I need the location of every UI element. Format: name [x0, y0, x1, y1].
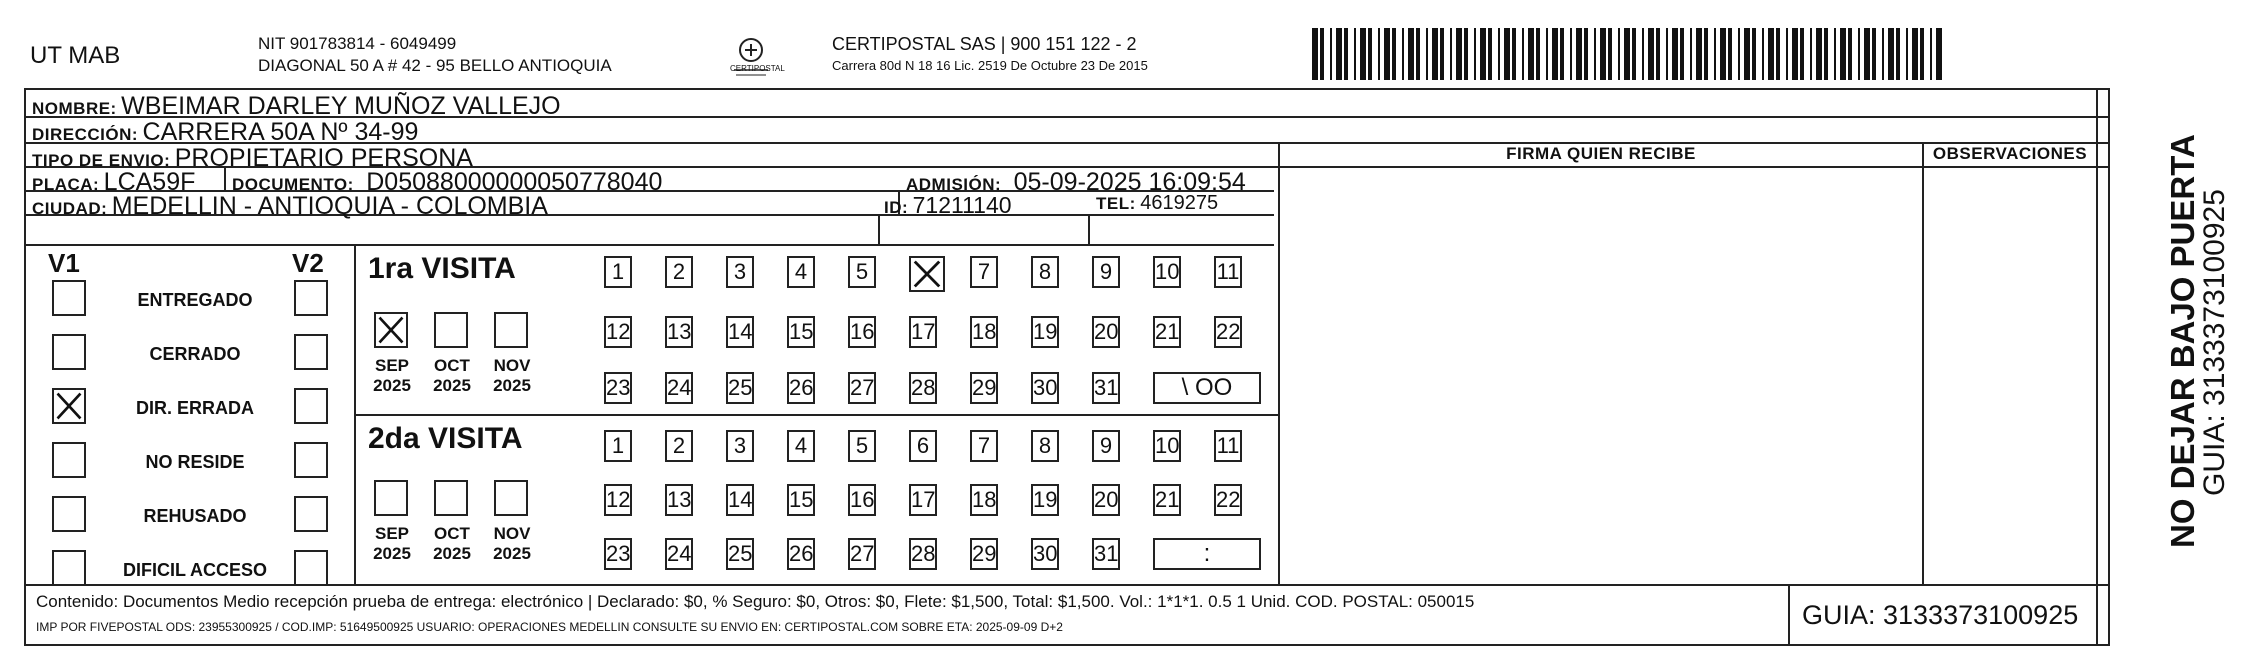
day-box[interactable]: 24 — [665, 372, 693, 404]
id-value: 71211140 — [912, 192, 1012, 218]
ciudad-row — [32, 192, 548, 221]
month-label: OCT 2025 — [433, 356, 471, 395]
id-label: ID: — [884, 198, 909, 217]
day-box[interactable]: 19 — [1031, 316, 1059, 348]
status-label: ENTREGADO — [137, 290, 253, 310]
v1-checkbox[interactable] — [52, 334, 86, 370]
direccion-row — [32, 118, 418, 147]
status-label: NO RESIDE — [145, 452, 245, 472]
day-box[interactable]: 31 — [1092, 372, 1120, 404]
day-box[interactable]: 22 — [1214, 484, 1242, 516]
day-box[interactable]: 21 — [1153, 316, 1181, 348]
day-box[interactable]: 25 — [726, 372, 754, 404]
status-label: DIFICIL ACCESO — [122, 560, 267, 580]
month-checkbox[interactable] — [434, 480, 468, 516]
month-label: NOV 2025 — [493, 524, 531, 563]
v2-checkbox[interactable] — [294, 388, 328, 424]
status-label: CERRADO — [149, 344, 241, 364]
day-box[interactable]: 26 — [787, 372, 815, 404]
footer-contenido: Contenido: Documentos Medio recepción prueba de entrega: electrónico | Declarado: $0, % Seguro: $0, Otros: $0, Flete: $1,500, Total: $1,500. Vol.: 1*1*1. 0.5 1 Unid. COD. POSTAL: 050015 — [36, 592, 1475, 611]
day-box[interactable]: 14 — [726, 484, 754, 516]
day-box[interactable]: 22 — [1214, 316, 1242, 348]
day-box[interactable]: 12 — [604, 484, 632, 516]
v1-checkbox[interactable] — [52, 550, 86, 586]
certipostal-title: CERTIPOSTAL SAS | 900 151 122 - 2 — [832, 34, 1137, 54]
tipo-label: TIPO DE ENVIO: — [32, 151, 171, 170]
certipostal-logo-text: CERTIPOSTAL — [730, 64, 785, 73]
documento-label: DOCUMENTO: — [232, 175, 354, 194]
first-visit-title: 1ra VISITA — [368, 252, 516, 285]
nombre-label: NOMBRE: — [32, 99, 117, 118]
day-box[interactable]: 4 — [787, 430, 815, 462]
day-box[interactable]: 7 — [970, 430, 998, 462]
day-box[interactable]: 9 — [1092, 256, 1120, 288]
ciudad-value: MEDELLIN - ANTIOQUIA - COLOMBIA — [111, 192, 548, 220]
month-label: NOV 2025 — [493, 356, 531, 395]
time-box[interactable]: \ OO — [1153, 372, 1261, 404]
v2-checkbox[interactable] — [294, 280, 328, 316]
day-box[interactable]: 11 — [1214, 430, 1242, 462]
month-checkbox[interactable] — [374, 480, 408, 516]
day-box[interactable]: 19 — [1031, 484, 1059, 516]
v2-checkbox[interactable] — [294, 496, 328, 532]
v1-checkbox[interactable] — [52, 496, 86, 532]
day-box[interactable]: 7 — [970, 256, 998, 288]
placa-label: PLACA: — [32, 175, 100, 194]
month-checkbox[interactable] — [494, 480, 528, 516]
day-box[interactable]: 15 — [787, 484, 815, 516]
certipostal-logo-icon — [728, 34, 774, 80]
v1-checkbox[interactable] — [52, 442, 86, 478]
day-box[interactable]: 29 — [970, 538, 998, 570]
day-box[interactable]: 12 — [604, 316, 632, 348]
day-box[interactable]: 13 — [665, 484, 693, 516]
documento-value: D05088000000050778040 — [366, 168, 663, 196]
day-box[interactable]: 30 — [1031, 372, 1059, 404]
day-box[interactable]: 27 — [848, 372, 876, 404]
month-checkbox[interactable] — [374, 312, 408, 348]
day-box[interactable]: 1 — [604, 256, 632, 288]
day-box[interactable]: 3 — [726, 430, 754, 462]
side-guia: GUIA: 3133373100925 — [2198, 189, 2231, 496]
day-box[interactable]: 30 — [1031, 538, 1059, 570]
day-box[interactable]: 1 — [604, 430, 632, 462]
placa-value: LCA59F — [103, 168, 196, 196]
observaciones-header: OBSERVACIONES — [1932, 144, 2088, 163]
company-name: UT MAB — [30, 42, 121, 69]
v2-checkbox[interactable] — [294, 550, 328, 586]
status-label: REHUSADO — [143, 506, 247, 526]
day-box[interactable]: 14 — [726, 316, 754, 348]
tel-row — [1096, 192, 1218, 215]
v1-checkbox[interactable] — [52, 388, 86, 424]
day-box[interactable]: 15 — [787, 316, 815, 348]
day-box[interactable]: 16 — [848, 316, 876, 348]
admision-value: 05-09-2025 16:09:54 — [1013, 168, 1246, 196]
day-box[interactable]: 8 — [1031, 256, 1059, 288]
direccion-value: CARRERA 50A Nº 34-99 — [142, 118, 419, 146]
side-warning: NO DEJAR BAJO PUERTA — [2164, 134, 2201, 548]
day-box[interactable]: 17 — [909, 484, 937, 516]
barcode — [1312, 28, 1948, 80]
tipo-value: PROPIETARIO PERSONA — [174, 144, 473, 172]
day-box[interactable]: 20 — [1092, 316, 1120, 348]
company-address: DIAGONAL 50 A # 42 - 95 BELLO ANTIOQUIA — [258, 56, 612, 75]
certipostal-subtitle: Carrera 80d N 18 16 Lic. 2519 De Octubre 23 De 2015 — [832, 58, 1148, 73]
day-box[interactable]: 13 — [665, 316, 693, 348]
day-box[interactable]: 18 — [970, 484, 998, 516]
day-box[interactable]: 21 — [1153, 484, 1181, 516]
status-label: DIR. ERRADA — [135, 398, 254, 418]
day-box[interactable]: 28 — [909, 372, 937, 404]
day-box[interactable]: 4 — [787, 256, 815, 288]
day-box[interactable] — [909, 256, 945, 292]
month-checkbox[interactable] — [494, 312, 528, 348]
day-box[interactable]: 9 — [1092, 430, 1120, 462]
v2-checkbox[interactable] — [294, 334, 328, 370]
day-box[interactable]: 25 — [726, 538, 754, 570]
id-row — [884, 192, 1012, 219]
day-box[interactable]: 10 — [1153, 430, 1181, 462]
day-box[interactable]: 6 — [909, 430, 937, 462]
company-nit: NIT 901783814 - 6049499 — [258, 34, 457, 53]
day-box[interactable]: 20 — [1092, 484, 1120, 516]
v2-checkbox[interactable] — [294, 442, 328, 478]
tel-label: TEL: — [1096, 194, 1136, 213]
nombre-value: WBEIMAR DARLEY MUÑOZ VALLEJO — [121, 92, 561, 120]
footer-guia: GUIA: 3133373100925 — [1802, 600, 2079, 630]
v2-label: V2 — [292, 248, 324, 278]
day-box[interactable]: 2 — [665, 256, 693, 288]
tel-value: 4619275 — [1140, 192, 1219, 214]
v1-checkbox[interactable] — [52, 280, 86, 316]
direccion-label: DIRECCIÓN: — [32, 125, 139, 144]
day-box[interactable]: 26 — [787, 538, 815, 570]
day-box[interactable]: 27 — [848, 538, 876, 570]
day-box[interactable]: 2 — [665, 430, 693, 462]
day-box[interactable]: 18 — [970, 316, 998, 348]
day-box[interactable]: 29 — [970, 372, 998, 404]
time-box[interactable]: : — [1153, 538, 1261, 570]
day-box[interactable]: 11 — [1214, 256, 1242, 288]
admision-label: ADMISIÓN: — [906, 175, 1002, 194]
month-checkbox[interactable] — [434, 312, 468, 348]
day-box[interactable]: 28 — [909, 538, 937, 570]
footer-imp: IMP POR FIVEPOSTAL ODS: 23955300925 / COD.IMP: 51649500925 USUARIO: OPERACIONES MEDELLIN CONSULTE SU ENVIO EN: CERTIPOSTAL.COM SOBRE ETA: 2025-09-09 D+2 — [36, 620, 1063, 634]
day-box[interactable]: 3 — [726, 256, 754, 288]
v1-label: V1 — [48, 248, 80, 278]
day-box[interactable]: 10 — [1153, 256, 1181, 288]
day-box[interactable]: 5 — [848, 256, 876, 288]
second-visit-title: 2da VISITA — [368, 422, 523, 455]
firma-header: FIRMA QUIEN RECIBE — [1506, 144, 1696, 163]
nombre-row — [32, 92, 561, 121]
day-box[interactable]: 31 — [1092, 538, 1120, 570]
month-label: SEP 2025 — [373, 524, 411, 563]
month-label: OCT 2025 — [433, 524, 471, 563]
month-label: SEP 2025 — [373, 356, 411, 395]
day-box[interactable]: 5 — [848, 430, 876, 462]
day-box[interactable]: 23 — [604, 372, 632, 404]
day-box[interactable]: 17 — [909, 316, 937, 348]
day-box[interactable]: 16 — [848, 484, 876, 516]
day-box[interactable]: 23 — [604, 538, 632, 570]
day-box[interactable]: 24 — [665, 538, 693, 570]
day-box[interactable]: 8 — [1031, 430, 1059, 462]
ciudad-label: CIUDAD: — [32, 199, 108, 218]
